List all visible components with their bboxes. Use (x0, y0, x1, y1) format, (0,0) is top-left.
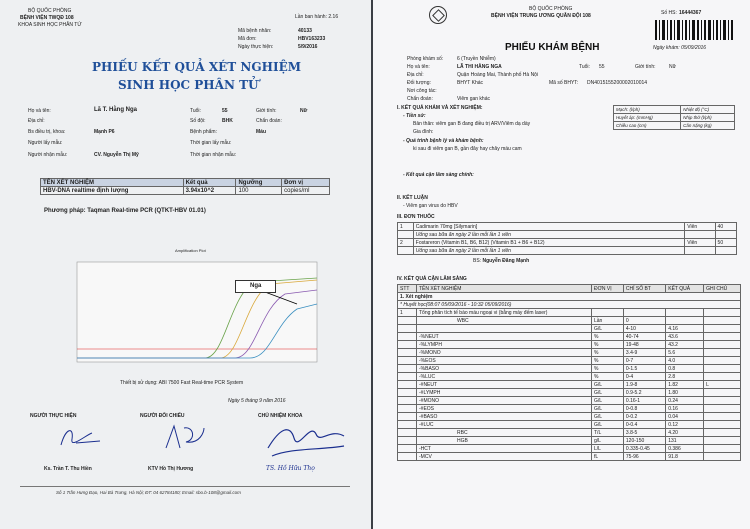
lab-name: -%NEUT (417, 333, 592, 341)
role-head: CHỦ NHIỆM KHOA (258, 413, 303, 419)
drug-qty (715, 231, 736, 239)
record-no-label: Số HS: (661, 10, 677, 16)
info-label-type: Đối tượng: (407, 80, 431, 86)
bhyt-value: DN4015155200002010014 (587, 80, 648, 86)
lab-unit: % (592, 365, 624, 373)
lab-note (704, 429, 741, 437)
vital-height: Chiều cao (cm) (614, 122, 681, 130)
lab-name: -#NEUT (417, 381, 592, 389)
age-label: Tuổi: (190, 108, 201, 114)
vitals-table (613, 105, 735, 130)
ward-label: Số đội: (190, 118, 206, 124)
method-label: Phương pháp: (44, 208, 86, 214)
lab-note (704, 357, 741, 365)
signature-3 (260, 418, 350, 464)
lab-result: 2.8 (666, 373, 704, 381)
lab-name: -%LUC (417, 373, 592, 381)
instrument: Thiết bị sử dụng: ABI 7500 Fast Real-time PCR System (120, 380, 244, 386)
signer-1: Ks. Trần T. Thu Hiền (44, 466, 92, 472)
lab-note (704, 389, 741, 397)
r-age: 55 (599, 64, 605, 70)
specimen-value: Máu (256, 129, 266, 135)
conclusion-text: - Viêm gan virus do HBV (403, 203, 458, 209)
test-result: 3.94x10^2 (183, 187, 236, 195)
drug-unit: Viên (685, 223, 715, 231)
lab-result: 43.6 (666, 333, 704, 341)
drug-row (398, 247, 737, 255)
col-unit: Đơn vị (282, 179, 330, 187)
lab-note (704, 453, 741, 461)
lab-ref: 0-4 (623, 373, 665, 381)
patient-name: Lã T. Hằng Nga (94, 107, 138, 113)
drug-qty: 40 (715, 223, 736, 231)
lab-ref (623, 309, 665, 317)
lab-row (398, 453, 741, 461)
lab-ref: 0-1.5 (623, 365, 665, 373)
section-4: IV. KẾT QUẢ CẬN LÂM SÀNG (397, 276, 467, 282)
lab-ref: 0-7 (623, 357, 665, 365)
role-checker: NGƯỜI ĐỐI CHIẾU (140, 413, 185, 419)
lab-header-row (398, 285, 741, 293)
lab-no (398, 325, 417, 333)
hospital-logo-icon (429, 6, 447, 24)
lab-table (397, 284, 741, 461)
info-diagnosis: Viêm gan khác (457, 96, 490, 102)
lab-result (666, 309, 704, 317)
doctor-label: BS: (473, 258, 482, 264)
receiver-value: CV. Nguyễn Thị Mỹ (94, 152, 139, 158)
address-label: Địa chỉ: (28, 118, 45, 124)
info-label-address: Địa chỉ: (407, 72, 424, 78)
lab-row (398, 309, 741, 317)
ministry-label: BỘ QUỐC PHÒNG (28, 8, 72, 14)
lab-row (398, 357, 741, 365)
lab-unit: % (592, 357, 624, 365)
lab-unit: L/L (592, 445, 624, 453)
lab-unit: fL (592, 453, 624, 461)
lab-ref: 0-0.4 (623, 421, 665, 429)
lab-row (398, 421, 741, 429)
doctor-line (473, 258, 529, 264)
lab-unit: % (592, 349, 624, 357)
lab-note (704, 373, 741, 381)
specimen-label: Bệnh phẩm: (190, 129, 217, 135)
lab-row (398, 325, 741, 333)
lab-result: 131 (666, 437, 704, 445)
lab-note: L (704, 381, 741, 389)
role-performer: NGƯỜI THỰC HIỆN (30, 413, 77, 419)
receiver-label: Người nhận mẫu: (28, 152, 68, 158)
drug-no (398, 247, 414, 255)
lab-name: Tổng phân tích tế bào máu ngoại vi (bằng máy đếm laser) (417, 309, 592, 317)
drug-unit: Viên (685, 239, 715, 247)
lab-no (398, 357, 417, 365)
lab-name: -%EOS (417, 357, 592, 365)
record-no: 16444367 (679, 10, 702, 16)
diagnosis-label: Chẩn đoán: (256, 118, 282, 124)
lab-unit: G/L (592, 389, 624, 397)
info-type: BHYT Khác (457, 80, 484, 86)
lab-unit: % (592, 373, 624, 381)
lab-name: -HCT (417, 445, 592, 453)
lab-name: -MCV (417, 453, 592, 461)
lab-row (398, 317, 741, 325)
date-value: 5/9/2016 (298, 44, 318, 50)
patient-no: 40133 (298, 28, 312, 34)
lab-col-no: STT (398, 285, 417, 293)
code-label: Mã đơn: (238, 36, 257, 42)
lab-result: 5.6 (666, 349, 704, 357)
r-title: PHIẾU KHÁM BỆNH (505, 42, 600, 53)
lab-row (398, 333, 741, 341)
lab-row (398, 445, 741, 453)
col-result: Kết quả (183, 179, 236, 187)
lab-row (398, 397, 741, 405)
lab-unit: G/L (592, 413, 624, 421)
lab-name: RBC (417, 429, 592, 437)
col-test-name: TÊN XÉT NGHIỆM (41, 179, 184, 187)
lab-note (704, 341, 741, 349)
test-threshold: 100 (236, 187, 282, 195)
vital-temp: Nhiệt độ (°C) (681, 106, 735, 114)
lab-col-note: GHI CHÚ (704, 285, 741, 293)
signer-3: TS. Hồ Hữu Thọ (266, 465, 315, 472)
lab-row (398, 413, 741, 421)
department-name: KHOA SINH HỌC PHÂN TỬ (18, 22, 82, 28)
footer-address: Số 1 Trần Hưng Đạo, Hai Bà Trưng, Hà Nội; ĐT: 04 62784180; Email: sbo.b-108@gmail.com (56, 490, 241, 495)
doctor-dept-label: Bs điều trị, khoa: (28, 129, 66, 135)
info-label-diagnosis: Chẩn đoán: (407, 96, 433, 102)
lab-note (704, 333, 741, 341)
footer-divider (20, 486, 350, 487)
amplification-plot (65, 248, 327, 373)
history-label: - Tiền sử: (403, 113, 426, 119)
col-threshold: Ngưỡng (236, 179, 282, 187)
drug-qty: 50 (715, 239, 736, 247)
lab-note (704, 437, 741, 445)
lab-name: HGB (417, 437, 592, 445)
lab-no (398, 389, 417, 397)
lab-unit: T/L (592, 429, 624, 437)
family-text: Gia đình: (413, 129, 434, 135)
lab-unit: Lần (592, 317, 624, 325)
lab-subsection: * Huyết học(08:07 05/09/2016 - 10:32 05/09/2016) (398, 301, 741, 309)
ward-value: BHK (222, 118, 233, 124)
lab-result: 0.12 (666, 421, 704, 429)
drug-qty (715, 247, 736, 255)
sample-time-label: Thời gian lấy mẫu: (190, 140, 232, 146)
lab-result: 1.80 (666, 389, 704, 397)
result-header-row (41, 179, 330, 187)
history-text: Bản thân: viêm gan B đang điều trị ARV/Viêm dạ dày (413, 121, 531, 127)
result-row (41, 187, 330, 195)
lab-section-row (398, 293, 741, 301)
lab-result (666, 317, 704, 325)
lab-section: 1. Xét nghiệm (398, 293, 741, 301)
lab-note (704, 317, 741, 325)
lab-result: 0.04 (666, 413, 704, 421)
lab-unit (592, 309, 624, 317)
lab-no (398, 381, 417, 389)
lab-ref: 0 (623, 317, 665, 325)
lab-ref: 19-48 (623, 341, 665, 349)
lab-result: 4.20 (666, 429, 704, 437)
drug-no: 2 (398, 239, 414, 247)
drug-row (398, 231, 737, 239)
lab-name: -#LYMPH (417, 389, 592, 397)
results-label: - Kết quả cận lâm sàng chính: (403, 172, 474, 178)
lab-no (398, 349, 417, 357)
signature-2 (160, 422, 210, 454)
method-line (44, 208, 206, 215)
lab-note (704, 325, 741, 333)
doctor-dept: Mạnh P6 (94, 129, 115, 135)
r-hospital: BỆNH VIỆN TRUNG ƯƠNG QUÂN ĐỘI 108 (491, 13, 591, 19)
lab-ref: 75-96 (623, 453, 665, 461)
exam-date: Ngày khám: 05/09/2016 (653, 45, 707, 51)
lab-result-sheet (0, 0, 371, 529)
lab-ref: 0-0.8 (623, 405, 665, 413)
lab-unit: % (592, 333, 624, 341)
lab-row (398, 405, 741, 413)
lab-row (398, 389, 741, 397)
lab-row (398, 381, 741, 389)
patient-no-label: Mã bệnh nhân: (238, 28, 272, 34)
lab-row (398, 365, 741, 373)
drug-usage: Uống sau bữa ăn ngày 2 lần mỗi lần 1 viên (413, 231, 684, 239)
lab-no (398, 341, 417, 349)
vital-resp: Nhịp thở (l/ph) (681, 114, 735, 122)
lab-unit: g/L (592, 437, 624, 445)
lab-name: WBC (417, 317, 592, 325)
sex-label: Giới tính: (256, 108, 277, 114)
lab-result: 4.0 (666, 357, 704, 365)
lab-no (398, 317, 417, 325)
prescription-table (397, 222, 737, 255)
vital-bp: Huyết áp: (mmHg) (614, 114, 681, 122)
lab-row (398, 341, 741, 349)
lab-ref: 0-0.2 (623, 413, 665, 421)
process-text: ki sau đi viêm gan B, gần đây hay chây máu cam (413, 146, 522, 152)
lab-no: 1 (398, 309, 417, 317)
result-table (40, 178, 330, 195)
drug-row (398, 223, 737, 231)
sign-date: Ngày 5 tháng 9 năm 2016 (228, 398, 286, 404)
lab-col-ref: CHỈ SỐ BT (623, 285, 665, 293)
exam-sheet (373, 0, 750, 529)
lab-no (398, 437, 417, 445)
drug-no: 1 (398, 223, 414, 231)
code-value: HBV163233 (298, 36, 326, 42)
lab-no (398, 405, 417, 413)
lab-col-name: TÊN XÉT NGHIỆM (417, 285, 592, 293)
lab-no (398, 373, 417, 381)
signature-1 (56, 425, 106, 451)
sampler-label: Người lấy mẫu: (28, 140, 63, 146)
plot-label: Nga (235, 280, 276, 293)
lab-name: -#BASO (417, 413, 592, 421)
info-label-work: Nơi công tác: (407, 88, 437, 94)
lab-note (704, 365, 741, 373)
vitals-row (614, 122, 735, 130)
lab-row (398, 373, 741, 381)
lab-unit: G/L (592, 381, 624, 389)
lab-ref: 0.16-1 (623, 397, 665, 405)
lab-note (704, 397, 741, 405)
lab-name: -#LUC (417, 421, 592, 429)
lab-result: 91.8 (666, 453, 704, 461)
plot-title: Amplification Plot (175, 248, 206, 253)
section-2: II. KẾT LUẬN (397, 195, 428, 201)
drug-name: Fostareron (Vitamin B1, B6, B12) (Vitamin B1 + B6 + B12) (413, 239, 684, 247)
lab-name: -#MONO (417, 397, 592, 405)
drug-unit (685, 231, 715, 239)
lab-no (398, 365, 417, 373)
lab-col-result: KẾT QUẢ (666, 285, 704, 293)
lab-note (704, 405, 741, 413)
hospital-name: BỆNH VIỆN TWQĐ 108 (20, 15, 74, 21)
lab-no (398, 333, 417, 341)
print-count: Lần ban hành: 2.16 (295, 14, 339, 20)
process-label: - Quá trình bệnh lý và khám bệnh: (403, 138, 484, 144)
test-name: HBV-DNA realtime định lượng (41, 187, 184, 195)
lab-result: 1.82 (666, 381, 704, 389)
info-name: LÃ THI HẰNG NGA (457, 64, 502, 70)
lab-no (398, 413, 417, 421)
doctor-name: Nguyễn Đăng Mạnh (482, 258, 530, 264)
lab-name: -%LYMPH (417, 341, 592, 349)
age-value: 55 (222, 108, 228, 114)
vitals-row (614, 114, 735, 122)
lab-name: -%MONO (417, 349, 592, 357)
lab-ref: 3.4-9 (623, 349, 665, 357)
lab-name: -%BASO (417, 365, 592, 373)
lab-result: 0.16 (666, 405, 704, 413)
vital-pulse: Mạch: (l/ph) (614, 106, 681, 114)
test-unit: copies/ml (282, 187, 330, 195)
vitals-row (614, 106, 735, 114)
title-line-2: SINH HỌC PHÂN TỬ (118, 78, 259, 92)
lab-result: 0.24 (666, 397, 704, 405)
lab-no (398, 429, 417, 437)
lab-unit: G/L (592, 397, 624, 405)
date-label: Ngày thực hiện: (238, 44, 274, 50)
lab-ref: 4-10 (623, 325, 665, 333)
lab-col-unit: ĐƠN VỊ (592, 285, 624, 293)
lab-ref: 40-74 (623, 333, 665, 341)
r-sex-label: Giới tính: (635, 64, 656, 70)
lab-row (398, 429, 741, 437)
info-address: Quận Hoàng Mai, Thành phố Hà Nội (457, 72, 539, 78)
section-1: I. KẾT QUẢ KHÁM VÀ XÉT NGHIỆM: (397, 105, 483, 111)
lab-no (398, 445, 417, 453)
barcode (655, 20, 735, 42)
r-ministry: BỘ QUỐC PHÒNG (529, 6, 573, 12)
sex-value: Nữ (300, 108, 308, 114)
lab-row (398, 349, 741, 357)
lab-unit: % (592, 341, 624, 349)
lab-ref: 3.8-5 (623, 429, 665, 437)
r-sex: Nữ (669, 64, 676, 70)
vital-weight: Cân nặng (kg) (681, 122, 735, 130)
info-label-name: Họ và tên: (407, 64, 430, 70)
lab-no (398, 397, 417, 405)
name-label: Họ và tên: (28, 108, 51, 114)
r-age-label: Tuổi: (579, 64, 590, 70)
drug-name: Cadimarin 70mg [Silymarin] (413, 223, 684, 231)
lab-ref: 0.9-5.2 (623, 389, 665, 397)
lab-ref: 1.9-8 (623, 381, 665, 389)
lab-result: 43.2 (666, 341, 704, 349)
info-room: 6 (Truyền Nhiễm) (457, 56, 496, 62)
drug-no (398, 231, 414, 239)
lab-unit: G/L (592, 421, 624, 429)
receive-time-label: Thời gian nhận mẫu: (190, 152, 237, 158)
lab-note (704, 349, 741, 357)
title-line-1: PHIẾU KẾT QUẢ XÉT NGHIỆM (92, 60, 302, 74)
lab-ref: 120-150 (623, 437, 665, 445)
bhyt-label: Mã số BHYT: (549, 80, 579, 86)
lab-name: -#EOS (417, 405, 592, 413)
drug-unit (685, 247, 715, 255)
plot-canvas (65, 254, 327, 374)
lab-note (704, 309, 741, 317)
lab-result: 0.8 (666, 365, 704, 373)
lab-sub-row (398, 301, 741, 309)
lab-note (704, 421, 741, 429)
lab-no (398, 421, 417, 429)
method-value: Taqman Real-time PCR (QTKT-HBV 01.01) (87, 208, 206, 214)
lab-note (704, 445, 741, 453)
section-3: III. ĐƠN THUỐC (397, 214, 435, 220)
signer-2: KTV Hồ Thị Hương (148, 466, 194, 472)
lab-ref: 0.335-0.45 (623, 445, 665, 453)
lab-result: 0.386 (666, 445, 704, 453)
drug-row (398, 239, 737, 247)
lab-result: 4.16 (666, 325, 704, 333)
lab-unit: G/L (592, 325, 624, 333)
drug-usage: Uống sau bữa ăn ngày 2 lần mỗi lần 1 viên (413, 247, 684, 255)
plot-frame (77, 262, 317, 362)
lab-note (704, 413, 741, 421)
lab-unit: G/L (592, 405, 624, 413)
info-label-room: Phòng khám số: (407, 56, 444, 62)
lab-no (398, 453, 417, 461)
lab-name (417, 325, 592, 333)
lab-row (398, 437, 741, 445)
